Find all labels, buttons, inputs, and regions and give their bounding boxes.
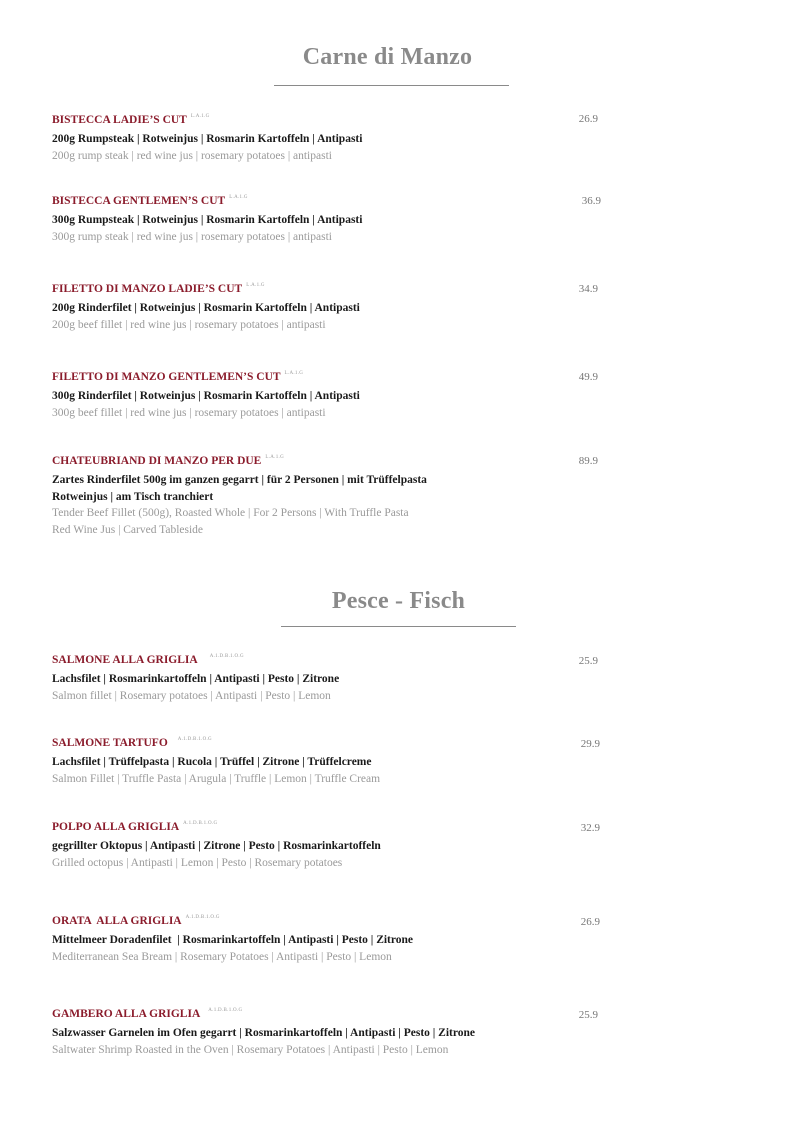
allergen-codes: L.A.1.G — [229, 195, 248, 200]
allergen-codes: A.1.D.B.1.O.G — [209, 654, 244, 659]
item-price: 49.9 — [578, 371, 598, 383]
item-name: SALMONE TARTUFO $^{A.1.D.B.1.O.G}$ — [52, 737, 212, 749]
item-description-en: Tender Beef Fillet (500g), Roasted Whole | For 2 Persons | With Truffle Pasta — [52, 507, 409, 519]
menu-item — [52, 112, 612, 164]
menu-item — [52, 819, 612, 871]
item-description-de: 200g Rumpsteak | Rotweinjus | Rosmarin Kartoffeln | Antipasti — [52, 133, 363, 145]
allergen-codes: L.A.1.G — [265, 455, 284, 460]
item-description-en: Salmon fillet | Rosemary potatoes | Antipasti | Pesto | Lemon — [52, 689, 331, 702]
menu-item — [52, 369, 612, 421]
item-name: FILETTO DI MANZO GENTLEMEN’S CUT $^{L.A.1.G}$ — [52, 371, 304, 383]
item-name: FILETTO DI MANZO LADIE’S CUT $^{L.A.1.G}$ — [52, 283, 265, 295]
item-description-de: gegrillter Oktopus | Antipasti | Zitrone | Pesto | Rosmarinkartoffeln — [52, 840, 381, 852]
section-divider — [281, 626, 516, 627]
item-description-de: 300g Rinderfilet | Rotweinjus | Rosmarin Kartoffeln | Antipasti — [52, 390, 360, 402]
item-price: 25.9 — [578, 655, 598, 667]
item-name: BISTECCA GENTLEMEN’S CUT $^{L.A.1.G}$ — [52, 195, 248, 207]
menu-item — [52, 281, 612, 333]
allergen-codes: L.A.1.G — [284, 371, 304, 376]
item-description-en: 200g rump steak | red wine jus | rosemary potatoes | antipasti — [52, 149, 332, 162]
allergen-codes: A.1.D.B.1.O.G — [183, 821, 218, 826]
section-title-pesce: Pesce - Fisch — [331, 588, 466, 614]
item-description-de: Zartes Rinderfilet 500g im ganzen gegarrt | für 2 Personen | mit Trüffelpasta — [52, 474, 427, 486]
allergen-codes: A.1.D.B.1.O.G — [208, 1008, 243, 1013]
item-description-en: Red Wine Jus | Carved Tableside — [52, 523, 204, 536]
item-description-en: Mediterranean Sea Bream | Rosemary Potatoes | Antipasti | Pesto | Lemon — [52, 950, 392, 963]
section-divider — [274, 85, 509, 86]
item-name: SALMONE ALLA GRIGLIA $^{A.1.D.B.1.O.G}$ — [52, 654, 244, 666]
item-description-en: Saltwater Shrimp Roasted in the Oven | Rosemary Potatoes | Antipasti | Pesto | Lemon — [52, 1043, 449, 1056]
menu-item — [52, 652, 612, 704]
item-price: 26.9 — [578, 113, 598, 125]
item-price: 29.9 — [580, 738, 600, 750]
menu-item — [52, 735, 612, 787]
allergen-codes: L.A.1.G — [190, 114, 210, 119]
item-name: ORATA ALLA GRIGLIA $^{A.1.D.B.1.O.G}$ — [52, 915, 220, 927]
menu-item — [52, 1006, 612, 1058]
item-description-de: Salzwasser Garnelen im Ofen gegarrt | Rosmarinkartoffeln | Antipasti | Pesto | Zitrone — [52, 1027, 476, 1039]
menu-item — [52, 193, 612, 245]
allergen-codes: A.1.D.B.1.O.G — [177, 737, 212, 742]
item-name: BISTECCA LADIE’S CUT $^{L.A.1.G}$ — [52, 114, 210, 126]
item-price: 32.9 — [580, 822, 600, 834]
item-description-de: Lachsfilet | Rosmarinkartoffeln | Antipasti | Pesto | Zitrone — [52, 673, 340, 685]
item-description-de: Rotweinjus | am Tisch tranchiert — [52, 490, 214, 503]
item-price: 26.9 — [580, 916, 600, 928]
item-description-en: 300g rump steak | red wine jus | rosemary potatoes | antipasti — [52, 230, 332, 243]
item-description-de: Mittelmeer Doradenfilet | Rosmarinkartoffeln | Antipasti | Pesto | Zitrone — [52, 934, 414, 946]
item-description-de: 200g Rinderfilet | Rotweinjus | Rosmarin Kartoffeln | Antipasti — [52, 302, 360, 314]
menu-item — [52, 453, 612, 538]
item-name: POLPO ALLA GRIGLIA $^{A.1.D.B.1.O.G}$ — [52, 821, 218, 833]
menu-item — [52, 913, 612, 965]
item-name: GAMBERO ALLA GRIGLIA $^{A.1.D.B.1.O.G}$ — [52, 1008, 243, 1020]
section-title-carne: Carne di Manzo — [302, 44, 473, 70]
item-price: 25.9 — [578, 1009, 598, 1021]
item-description-de: 300g Rumpsteak | Rotweinjus | Rosmarin Kartoffeln | Antipasti — [52, 214, 363, 226]
item-price: 36.9 — [581, 195, 601, 207]
item-description-en: Grilled octopus | Antipasti | Lemon | Pesto | Rosemary potatoes — [52, 856, 343, 869]
item-description-en: 200g beef fillet | red wine jus | rosemary potatoes | antipasti — [52, 318, 326, 331]
item-description-de: Lachsfilet | Trüffelpasta | Rucola | Trüffel | Zitrone | Trüffelcreme — [52, 756, 372, 768]
allergen-codes: L.A.1.G — [246, 283, 265, 288]
allergen-codes: A.1.D.B.1.O.G — [185, 915, 220, 920]
item-name: CHATEUBRIAND DI MANZO PER DUE $^{L.A.1.G}$ — [52, 455, 284, 467]
item-description-en: Salmon Fillet | Truffle Pasta | Arugula | Truffle | Lemon | Truffle Cream — [52, 772, 381, 785]
item-price: 89.9 — [578, 455, 598, 467]
item-description-en: 300g beef fillet | red wine jus | rosemary potatoes | antipasti — [52, 406, 326, 419]
item-price: 34.9 — [578, 283, 598, 295]
